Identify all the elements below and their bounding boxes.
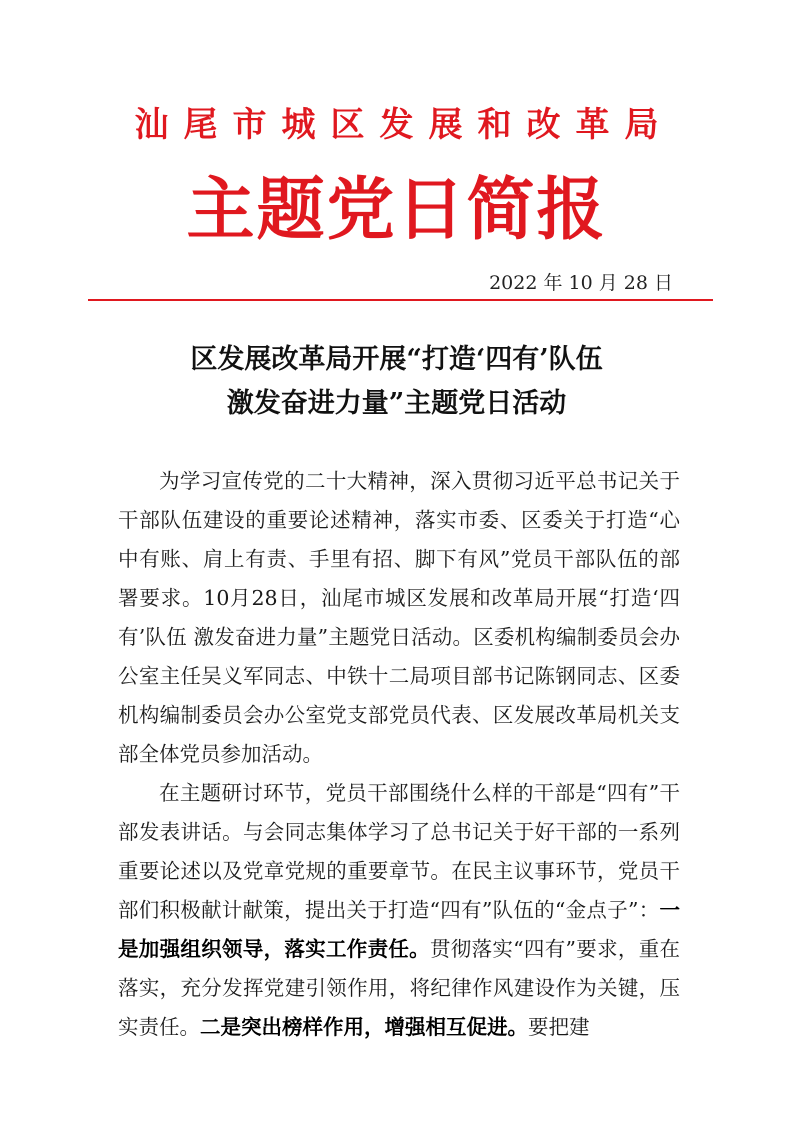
key-point-1: 一是加强组织领导，落实工作责任。 (118, 898, 680, 961)
paragraph-2 (118, 774, 680, 1047)
article-title-line-1: 区发展改革局开展“打造‘四有’队伍 (190, 344, 603, 375)
paragraph-1: 为学习宣传党的二十大精神，深入贯彻习近平总书记关于干部队伍建设的重要论述精神，落实市委、区委关于打造“心中有账、肩上有责、手里有招、脚下有风”党员干部队伍的部署要求。10月28日，汕尾市城区发展和改革局开展“打造‘四有’队伍 激发奋进力量”主题党日活动。区委机构编制委员会办公室主任吴义军同志、中铁十二局项目部书记陈钢同志、区委机构编制委员会办公室党支部党员代表、区发展改革局机关支部全体党员参加活动。 (118, 469, 680, 766)
key-point-1-text: 贯彻落实“四有”要求，重在落实，充分发挥党建引领作用，将纪律作风建设作为关键，压实责任。 (118, 937, 680, 1039)
key-point-2: 二是突出榜样作用，增强相互促进。 (200, 1015, 528, 1039)
org-name: 汕尾市城区发展和改革局 (134, 105, 674, 145)
article-title-line-2: 激发奋进力量”主题党日活动 (226, 388, 567, 419)
red-divider (88, 299, 713, 301)
issue-date: 2022 年 10 月 28 日 (489, 272, 673, 294)
key-point-2-text: 要把建 (528, 1015, 590, 1039)
article-body (118, 462, 680, 1047)
brief-title: 主题党日简报 (186, 170, 607, 250)
paragraph-2-intro: 在主题研讨环节，党员干部围绕什么样的干部是“四有”干部发表讲话。与会同志集体学习了总书记关于好干部的一系列重要论述以及党章党规的重要章节。在民主议事环节，党员干部们积极献计献策，提出关于打造“四有”队伍的“金点子”： (118, 781, 680, 922)
article-title (0, 338, 793, 426)
